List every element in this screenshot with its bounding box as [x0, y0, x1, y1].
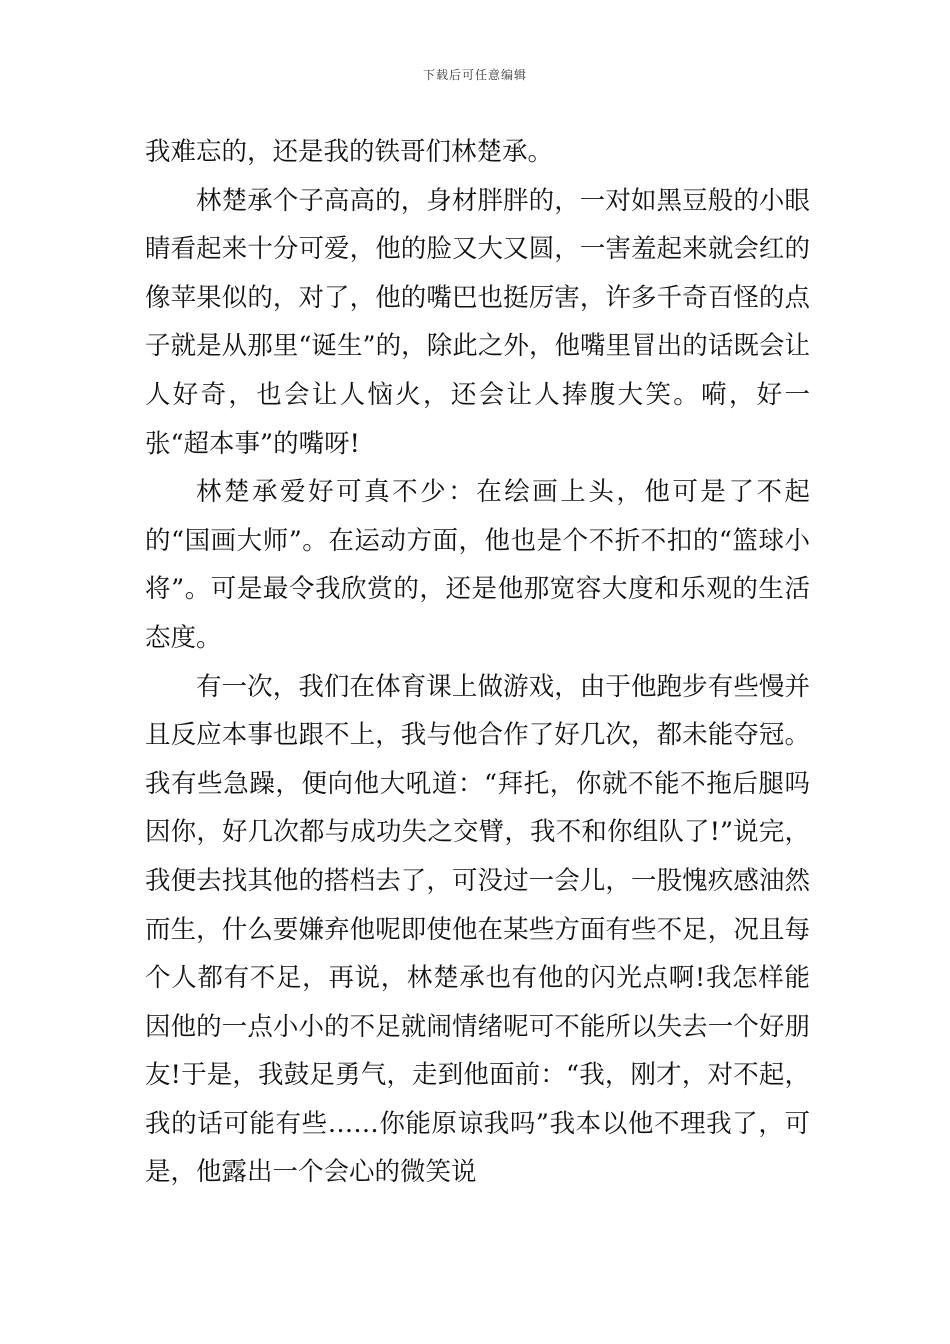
document-body	[145, 128, 810, 1197]
paragraph-2: 林楚承个子高高的，身材胖胖的，一对如黑豆般的小眼睛看起来十分可爱，他的脸又大又圆，一害羞起来就会红的像苹果似的，对了，他的嘴巴也挺厉害，许多千奇百怪的点子就是从那里“诞生”的，除此之外，他嘴里冒出的话既会让人好奇，也会让人恼火，还会让人捧腹大笑。嗬，好一张“超本事”的嘴呀!	[145, 185, 810, 459]
paragraph-4: 有一次，我们在体育课上做游戏，由于他跑步有些慢并且反应本事也跟不上，我与他合作了好几次，都未能夺冠。我有些急躁，便向他大吼道：“拜托，你就不能不拖后腿吗因你，好几次都与成功失之交臂，我不和你组队了!”说完，我便去找其他的搭档去了，可没过一会儿，一股愧疚感油然而生，什么要嫌弃他呢即使他在某些方面有些不足，况且每个人都有不足，再说，林楚承也有他的闪光点啊!我怎样能因他的一点小小的不足就闹情绪呢可不能所以失去一个好朋友!于是，我鼓足勇气，走到他面前：“我，刚才，对不起，我的话可能有些……你能原谅我吗”我本以他不理我了，可是，他露出一个会心的微笑说	[145, 671, 810, 1188]
paragraph-3: 林楚承爱好可真不少：在绘画上头，他可是了不起的“国画大师”。在运动方面，他也是个不折不扣的“篮球小将”。可是最令我欣赏的，还是他那宽容大度和乐观的生活态度。	[145, 477, 810, 653]
page-header: 下载后可任意编辑	[422, 68, 527, 82]
paragraph-1: 我难忘的，还是我的铁哥们林楚承。	[145, 137, 554, 167]
